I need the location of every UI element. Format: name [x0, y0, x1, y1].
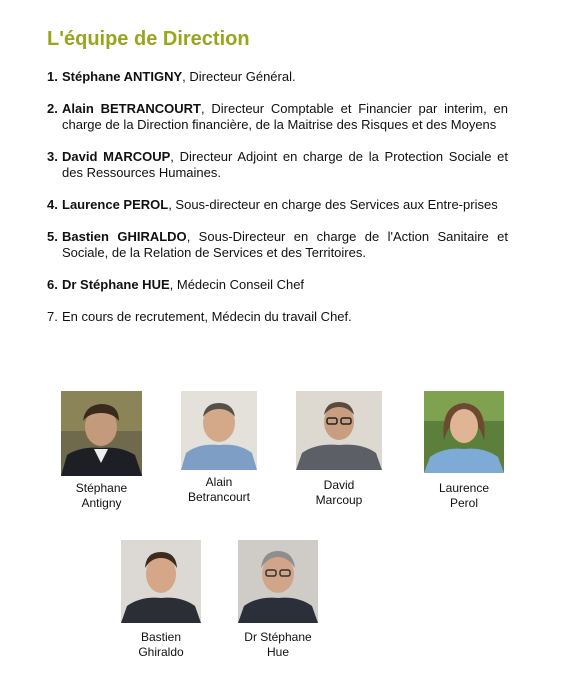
page-title: L'équipe de Direction — [47, 28, 250, 50]
member-role: , Directeur Comptable et Financier par interim, en charge de la Direction financière, de la Maitrise des Risques et des Moyens — [62, 101, 508, 132]
member-name: Bastien GHIRALDO — [62, 229, 187, 244]
item-number: 3. — [47, 149, 58, 164]
member-role: , Sous-directeur en charge des Services aux Entre-prises — [168, 197, 498, 212]
item-number: 4. — [47, 197, 58, 212]
list-item — [47, 69, 508, 85]
list-item — [47, 197, 508, 213]
photo-caption: Laurence Perol — [438, 481, 490, 510]
portrait-photo — [121, 540, 201, 623]
portrait-photo — [296, 391, 382, 470]
item-number: 6. — [47, 277, 58, 292]
list-item — [47, 277, 508, 293]
member-name: Dr Stéphane HUE — [62, 277, 170, 292]
photo-caption: Dr Stéphane Hue — [244, 630, 312, 659]
photo-caption: David Marcoup — [315, 478, 363, 507]
photo-caption: Bastien Ghiraldo — [138, 630, 184, 659]
portrait-photo — [61, 391, 142, 476]
management-list — [47, 69, 508, 341]
item-number: 1. — [47, 69, 58, 84]
member-role: , Sous-Directeur en charge de l'Action Sanitaire et Sociale, de la Relation de Services et des Territoires. — [62, 229, 508, 260]
member-role: , Directeur Adjoint en charge de la Protection Sociale et des Ressources Humaines. — [62, 149, 508, 180]
portrait-photo — [181, 391, 257, 470]
member-role: , Directeur Général. — [182, 69, 296, 84]
list-item — [47, 309, 508, 325]
list-item — [47, 101, 508, 133]
portrait-photo — [424, 391, 504, 473]
portrait-photo — [238, 540, 318, 623]
item-number: 5. — [47, 229, 58, 244]
photo-caption: Alain Betrancourt — [187, 475, 251, 504]
member-name: David MARCOUP — [62, 149, 171, 164]
member-role: En cours de recrutement, Médecin du travail Chef. — [62, 309, 352, 324]
member-role: , Médecin Conseil Chef — [169, 277, 305, 292]
item-number: 7. — [47, 309, 58, 324]
member-name: Stéphane ANTIGNY — [62, 69, 183, 84]
list-item — [47, 229, 508, 261]
member-name: Laurence PEROL — [62, 197, 169, 212]
member-name: Alain BETRANCOURT — [62, 101, 201, 116]
item-number: 2. — [47, 101, 58, 116]
photo-caption: Stéphane Antigny — [75, 481, 128, 510]
list-item — [47, 149, 508, 181]
